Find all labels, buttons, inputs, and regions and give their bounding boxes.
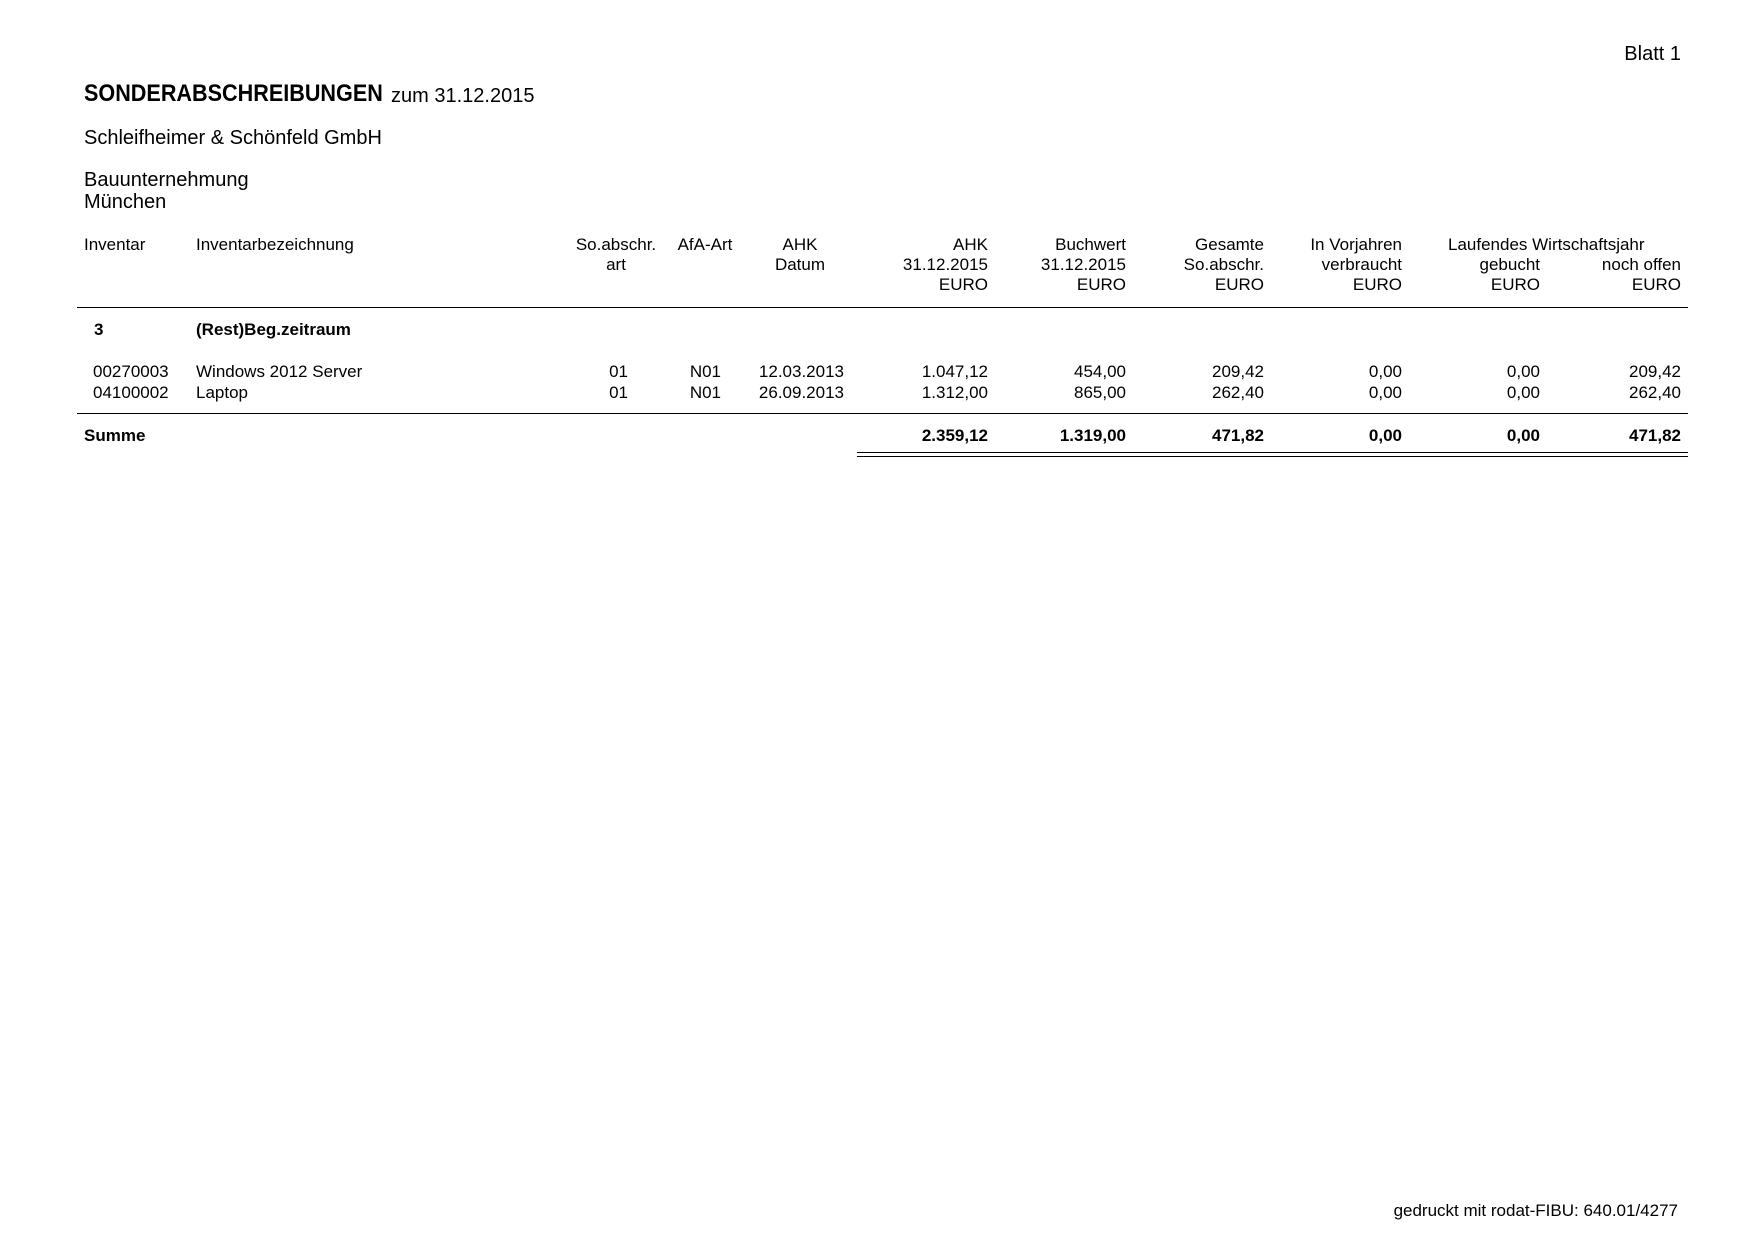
row-ahk-datum: 26.09.2013 xyxy=(758,383,844,402)
col-ahk-line3: EURO xyxy=(938,275,988,294)
col-gebucht xyxy=(1412,255,1540,295)
sum-buchwert: 1.319,00 xyxy=(1059,426,1126,445)
col-vorjahren-line3: EURO xyxy=(1352,275,1402,294)
header-divider xyxy=(77,307,1688,308)
row-soabschr-art: 01 xyxy=(609,362,628,381)
row-buchwert: 454,00 xyxy=(1074,362,1126,381)
col-noch-offen xyxy=(1550,255,1681,295)
department xyxy=(84,169,249,213)
col-buchwert xyxy=(998,235,1126,295)
row-inventar: 04100002 xyxy=(93,383,169,402)
col-soabschr-art-line2: art xyxy=(606,255,626,274)
col-ahk-datum-line2: Datum xyxy=(774,255,826,274)
col-vorjahren-line2: verbraucht xyxy=(1321,255,1402,274)
row-inventar: 00270003 xyxy=(93,362,169,381)
row-afa-art: N01 xyxy=(689,362,721,381)
row-ahk: 1.312,00 xyxy=(921,383,988,402)
col-gebucht-line1: gebucht xyxy=(1479,255,1540,274)
row-buchwert: 865,00 xyxy=(1074,383,1126,402)
report-date: zum 31.12.2015 xyxy=(391,85,535,107)
col-laufendes-wirtschaftsjahr: Laufendes Wirtschaftsjahr xyxy=(1448,235,1645,254)
group-label: (Rest)Beg.zeitraum xyxy=(196,320,351,339)
col-gesamte-line3: EURO xyxy=(1214,275,1264,294)
row-gebucht: 0,00 xyxy=(1506,362,1540,381)
rows-divider xyxy=(77,413,1688,414)
col-noch-offen-line2: EURO xyxy=(1631,275,1681,294)
col-buchwert-line3: EURO xyxy=(1076,275,1126,294)
col-buchwert-line2: 31.12.2015 xyxy=(1040,255,1126,274)
row-gesamte: 262,40 xyxy=(1212,383,1264,402)
row-vorjahren: 0,00 xyxy=(1368,362,1402,381)
company-name: Schleifheimer & Schönfeld GmbH xyxy=(84,127,382,149)
row-gebucht: 0,00 xyxy=(1506,383,1540,402)
col-noch-offen-line1: noch offen xyxy=(1601,255,1681,274)
department-line-2: München xyxy=(84,191,167,213)
sum-label: Summe xyxy=(84,426,146,445)
row-noch-offen: 262,40 xyxy=(1629,383,1681,402)
col-ahk-line1: AHK xyxy=(953,235,988,254)
col-buchwert-line1: Buchwert xyxy=(1055,235,1126,254)
col-afa-art: AfA-Art xyxy=(677,235,733,254)
report-title: SONDERABSCHREIBUNGEN xyxy=(84,80,383,107)
col-gesamte xyxy=(1136,235,1264,295)
sheet-number: Blatt 1 xyxy=(1624,43,1681,65)
sum-ahk: 2.359,12 xyxy=(921,426,988,445)
col-soabschr-art-line1: So.abschr. xyxy=(575,235,657,254)
print-footer: gedruckt mit rodat-FIBU: 640.01/4277 xyxy=(1393,1201,1678,1220)
department-line-1: Bauunternehmung xyxy=(84,169,249,191)
row-vorjahren: 0,00 xyxy=(1368,383,1402,402)
row-soabschr-art: 01 xyxy=(609,383,628,402)
row-bezeichnung: Laptop xyxy=(196,383,248,402)
col-ahk-datum xyxy=(750,235,850,275)
col-ahk-line2: 31.12.2015 xyxy=(902,255,988,274)
col-ahk-datum-line1: AHK xyxy=(782,235,818,254)
col-bezeichnung: Inventarbezeichnung xyxy=(196,235,354,254)
sum-gesamte: 471,82 xyxy=(1212,426,1264,445)
row-gesamte: 209,42 xyxy=(1212,362,1264,381)
row-afa-art: N01 xyxy=(689,383,721,402)
col-gesamte-line1: Gesamte xyxy=(1195,235,1264,254)
row-ahk-datum: 12.03.2013 xyxy=(758,362,844,381)
sum-vorjahren: 0,00 xyxy=(1368,426,1402,445)
sum-noch-offen: 471,82 xyxy=(1629,426,1681,445)
col-inventar: Inventar xyxy=(84,235,146,254)
col-gesamte-line2: So.abschr. xyxy=(1183,255,1264,274)
sum-underline-2 xyxy=(857,456,1688,457)
col-ahk xyxy=(860,235,988,295)
row-bezeichnung: Windows 2012 Server xyxy=(196,362,363,381)
sum-underline-1 xyxy=(857,452,1688,453)
col-soabschr-art xyxy=(566,235,666,275)
col-gebucht-line2: EURO xyxy=(1490,275,1540,294)
col-vorjahren xyxy=(1274,235,1402,295)
group-number: 3 xyxy=(94,320,104,339)
sum-gebucht: 0,00 xyxy=(1506,426,1540,445)
row-ahk: 1.047,12 xyxy=(921,362,988,381)
col-vorjahren-line1: In Vorjahren xyxy=(1310,235,1402,254)
row-noch-offen: 209,42 xyxy=(1629,362,1681,381)
